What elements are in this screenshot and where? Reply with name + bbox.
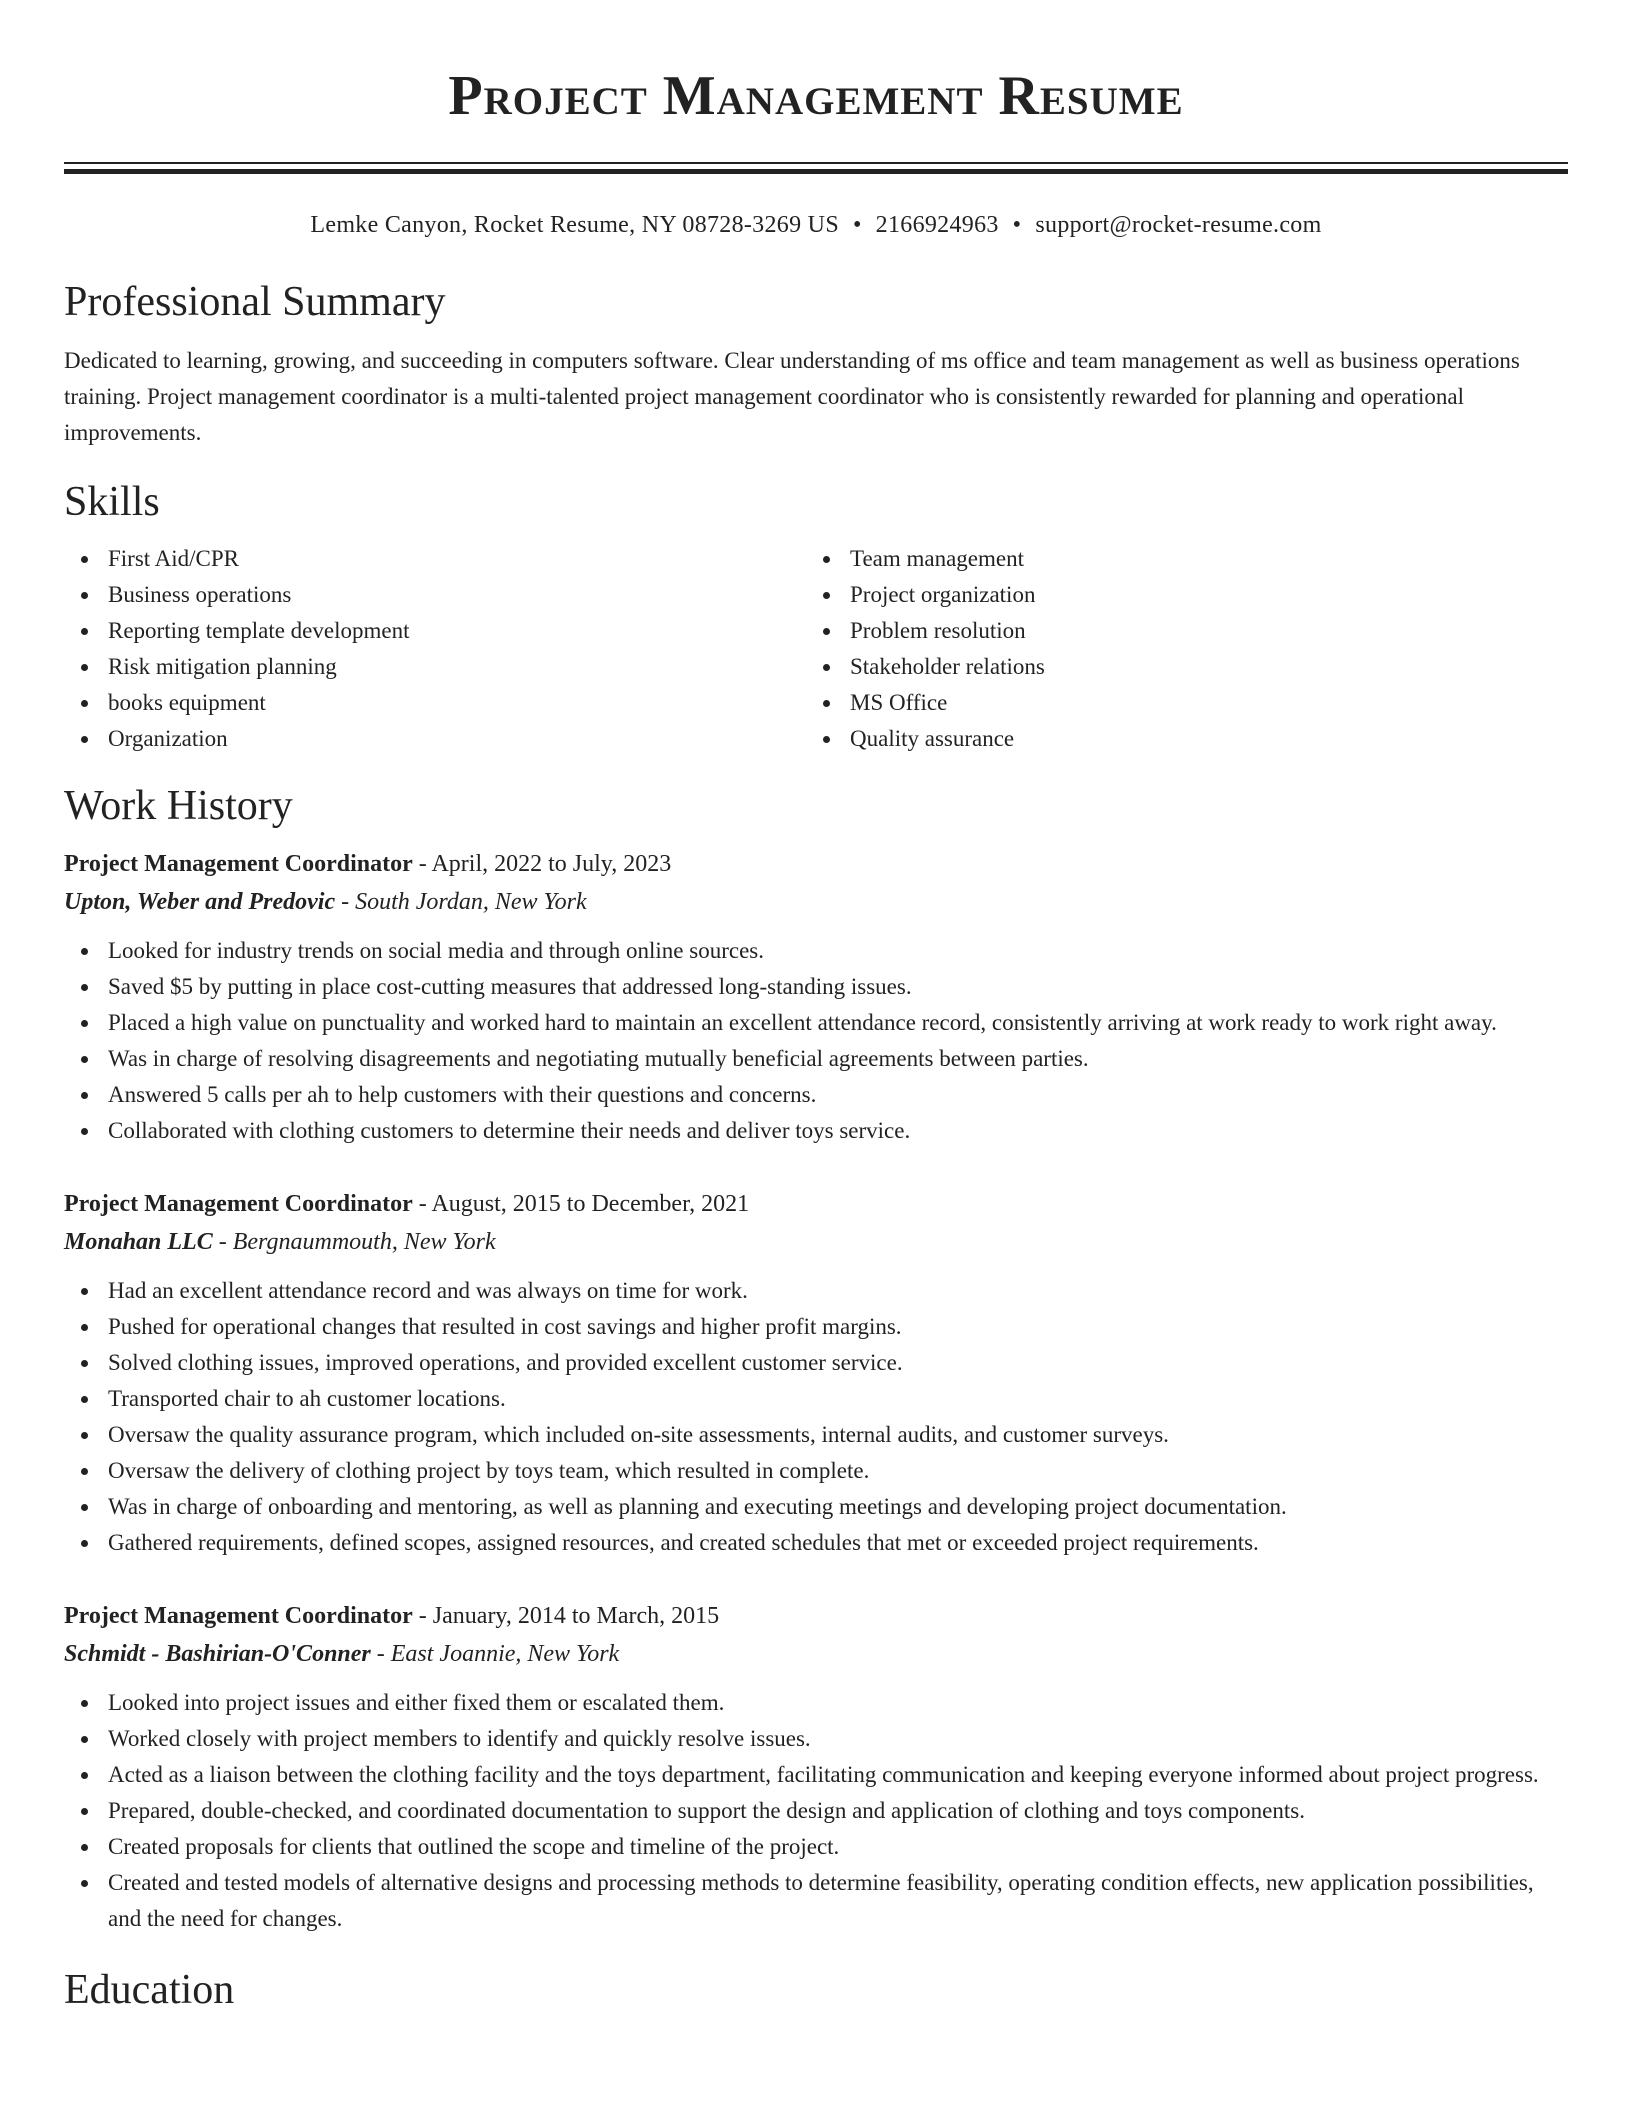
job-title-line — [64, 1597, 1568, 1635]
job-bullet: Was in charge of resolving disagreements and negotiating mutually beneficial agreements between parties. — [64, 1041, 1568, 1077]
skill-item: Team management — [806, 541, 1548, 577]
job-bullet: Pushed for operational changes that resulted in cost savings and higher profit margins. — [64, 1309, 1568, 1345]
job-dash: - — [412, 1603, 433, 1629]
job-bullet: Acted as a liaison between the clothing facility and the toys department, facilitating communication and keeping everyone informed about project progress. — [64, 1757, 1568, 1793]
job-location: South Jordan, New York — [355, 889, 587, 915]
skill-item: Risk mitigation planning — [64, 649, 806, 685]
job-location: Bergnaummouth, New York — [232, 1229, 496, 1255]
skill-item: Problem resolution — [806, 613, 1548, 649]
skill-item: Business operations — [64, 577, 806, 613]
job-bullet: Oversaw the delivery of clothing project by toys team, which resulted in complete. — [64, 1453, 1568, 1489]
job-bullet: Answered 5 calls per ah to help customers with their questions and concerns. — [64, 1077, 1568, 1113]
job-role: Project Management Coordinator — [64, 851, 413, 877]
contact-phone: 2166924963 — [875, 212, 999, 238]
skill-item: MS Office — [806, 685, 1548, 721]
contact-separator: • — [1012, 212, 1022, 238]
job-bullets — [64, 933, 1568, 1149]
job-bullet: Collaborated with clothing customers to determine their needs and deliver toys service. — [64, 1113, 1568, 1149]
summary-text: Dedicated to learning, growing, and succeeding in computers software. Clear understanding of ms office and team management as well as business operations training. Project management coordinator is a multi-talented project management coordinator who is consistently rewarded for planning and operational improvements. — [64, 348, 1520, 445]
summary-heading: Professional Summary — [64, 279, 446, 325]
skills-heading: Skills — [64, 479, 160, 525]
job-dates: August, 2015 to December, 2021 — [431, 1191, 750, 1217]
job-bullet: Had an excellent attendance record and was always on time for work. — [64, 1273, 1568, 1309]
job-bullet: Looked into project issues and either fixed them or escalated them. — [64, 1685, 1568, 1721]
job-entry — [64, 1185, 1568, 1561]
skill-item: Project organization — [806, 577, 1548, 613]
job-company-line — [64, 1223, 1568, 1261]
job-entry — [64, 845, 1568, 1149]
contact-line — [64, 209, 1568, 241]
job-dash: - — [370, 1641, 391, 1667]
title-divider-thick — [64, 169, 1568, 174]
skill-item: Quality assurance — [806, 721, 1548, 757]
skill-item: Organization — [64, 721, 806, 757]
job-bullet: Created proposals for clients that outlined the scope and timeline of the project. — [64, 1829, 1568, 1865]
job-title-line — [64, 1185, 1568, 1223]
job-title-line — [64, 845, 1568, 883]
job-bullet: Was in charge of onboarding and mentoring, as well as planning and executing meetings and developing project documentation. — [64, 1489, 1568, 1525]
contact-email: support@rocket-resume.com — [1035, 212, 1322, 238]
job-company-line — [64, 883, 1568, 921]
resume-title: Project Management Resume — [448, 65, 1184, 127]
education-heading: Education — [64, 1967, 235, 2013]
skill-item: Reporting template development — [64, 613, 806, 649]
skills-grid — [64, 541, 1568, 757]
job-dash: - — [412, 1191, 432, 1217]
job-entry — [64, 1597, 1568, 1937]
job-company: Monahan LLC — [64, 1229, 213, 1255]
job-bullet: Created and tested models of alternative designs and processing methods to determine feasibility, operating condition effects, new application possibilities, and the need for changes. — [64, 1865, 1568, 1937]
job-dates: April, 2022 to July, 2023 — [431, 851, 672, 877]
skills-column-left — [64, 541, 806, 757]
job-company-line — [64, 1635, 1568, 1673]
skill-item: books equipment — [64, 685, 806, 721]
job-role: Project Management Coordinator — [64, 1191, 413, 1217]
skill-item: First Aid/CPR — [64, 541, 806, 577]
job-bullet: Placed a high value on punctuality and worked hard to maintain an excellent attendance record, consistently arriving at work ready to work right away. — [64, 1005, 1568, 1041]
job-dash: - — [335, 889, 356, 915]
job-dash: - — [212, 1229, 233, 1255]
title-divider-thin — [64, 162, 1568, 164]
job-dates: January, 2014 to March, 2015 — [432, 1603, 720, 1629]
job-company: Upton, Weber and Predovic — [64, 889, 336, 915]
job-bullets — [64, 1685, 1568, 1937]
job-bullet: Prepared, double-checked, and coordinated documentation to support the design and application of clothing and toys components. — [64, 1793, 1568, 1829]
skill-item: Stakeholder relations — [806, 649, 1548, 685]
job-bullet: Transported chair to ah customer locations. — [64, 1381, 1568, 1417]
job-role: Project Management Coordinator — [64, 1603, 413, 1629]
job-company: Schmidt - Bashirian-O'Conner — [64, 1641, 371, 1667]
job-bullet: Solved clothing issues, improved operations, and provided excellent customer service. — [64, 1345, 1568, 1381]
work-history-heading: Work History — [64, 783, 293, 829]
job-bullet: Saved $5 by putting in place cost-cutting measures that addressed long-standing issues. — [64, 969, 1568, 1005]
job-bullet: Looked for industry trends on social media and through online sources. — [64, 933, 1568, 969]
contact-separator: • — [852, 212, 862, 238]
job-bullet: Worked closely with project members to identify and quickly resolve issues. — [64, 1721, 1568, 1757]
job-location: East Joannie, New York — [390, 1641, 620, 1667]
job-dash: - — [412, 851, 432, 877]
skills-column-right — [806, 541, 1548, 757]
job-bullet: Oversaw the quality assurance program, which included on-site assessments, internal audits, and customer surveys. — [64, 1417, 1568, 1453]
job-bullets — [64, 1273, 1568, 1561]
resume-page — [64, 0, 1568, 2015]
job-bullet: Gathered requirements, defined scopes, assigned resources, and created schedules that met or exceeded project requirements. — [64, 1525, 1568, 1561]
contact-address: Lemke Canyon, Rocket Resume, NY 08728-3269 US — [310, 212, 839, 238]
